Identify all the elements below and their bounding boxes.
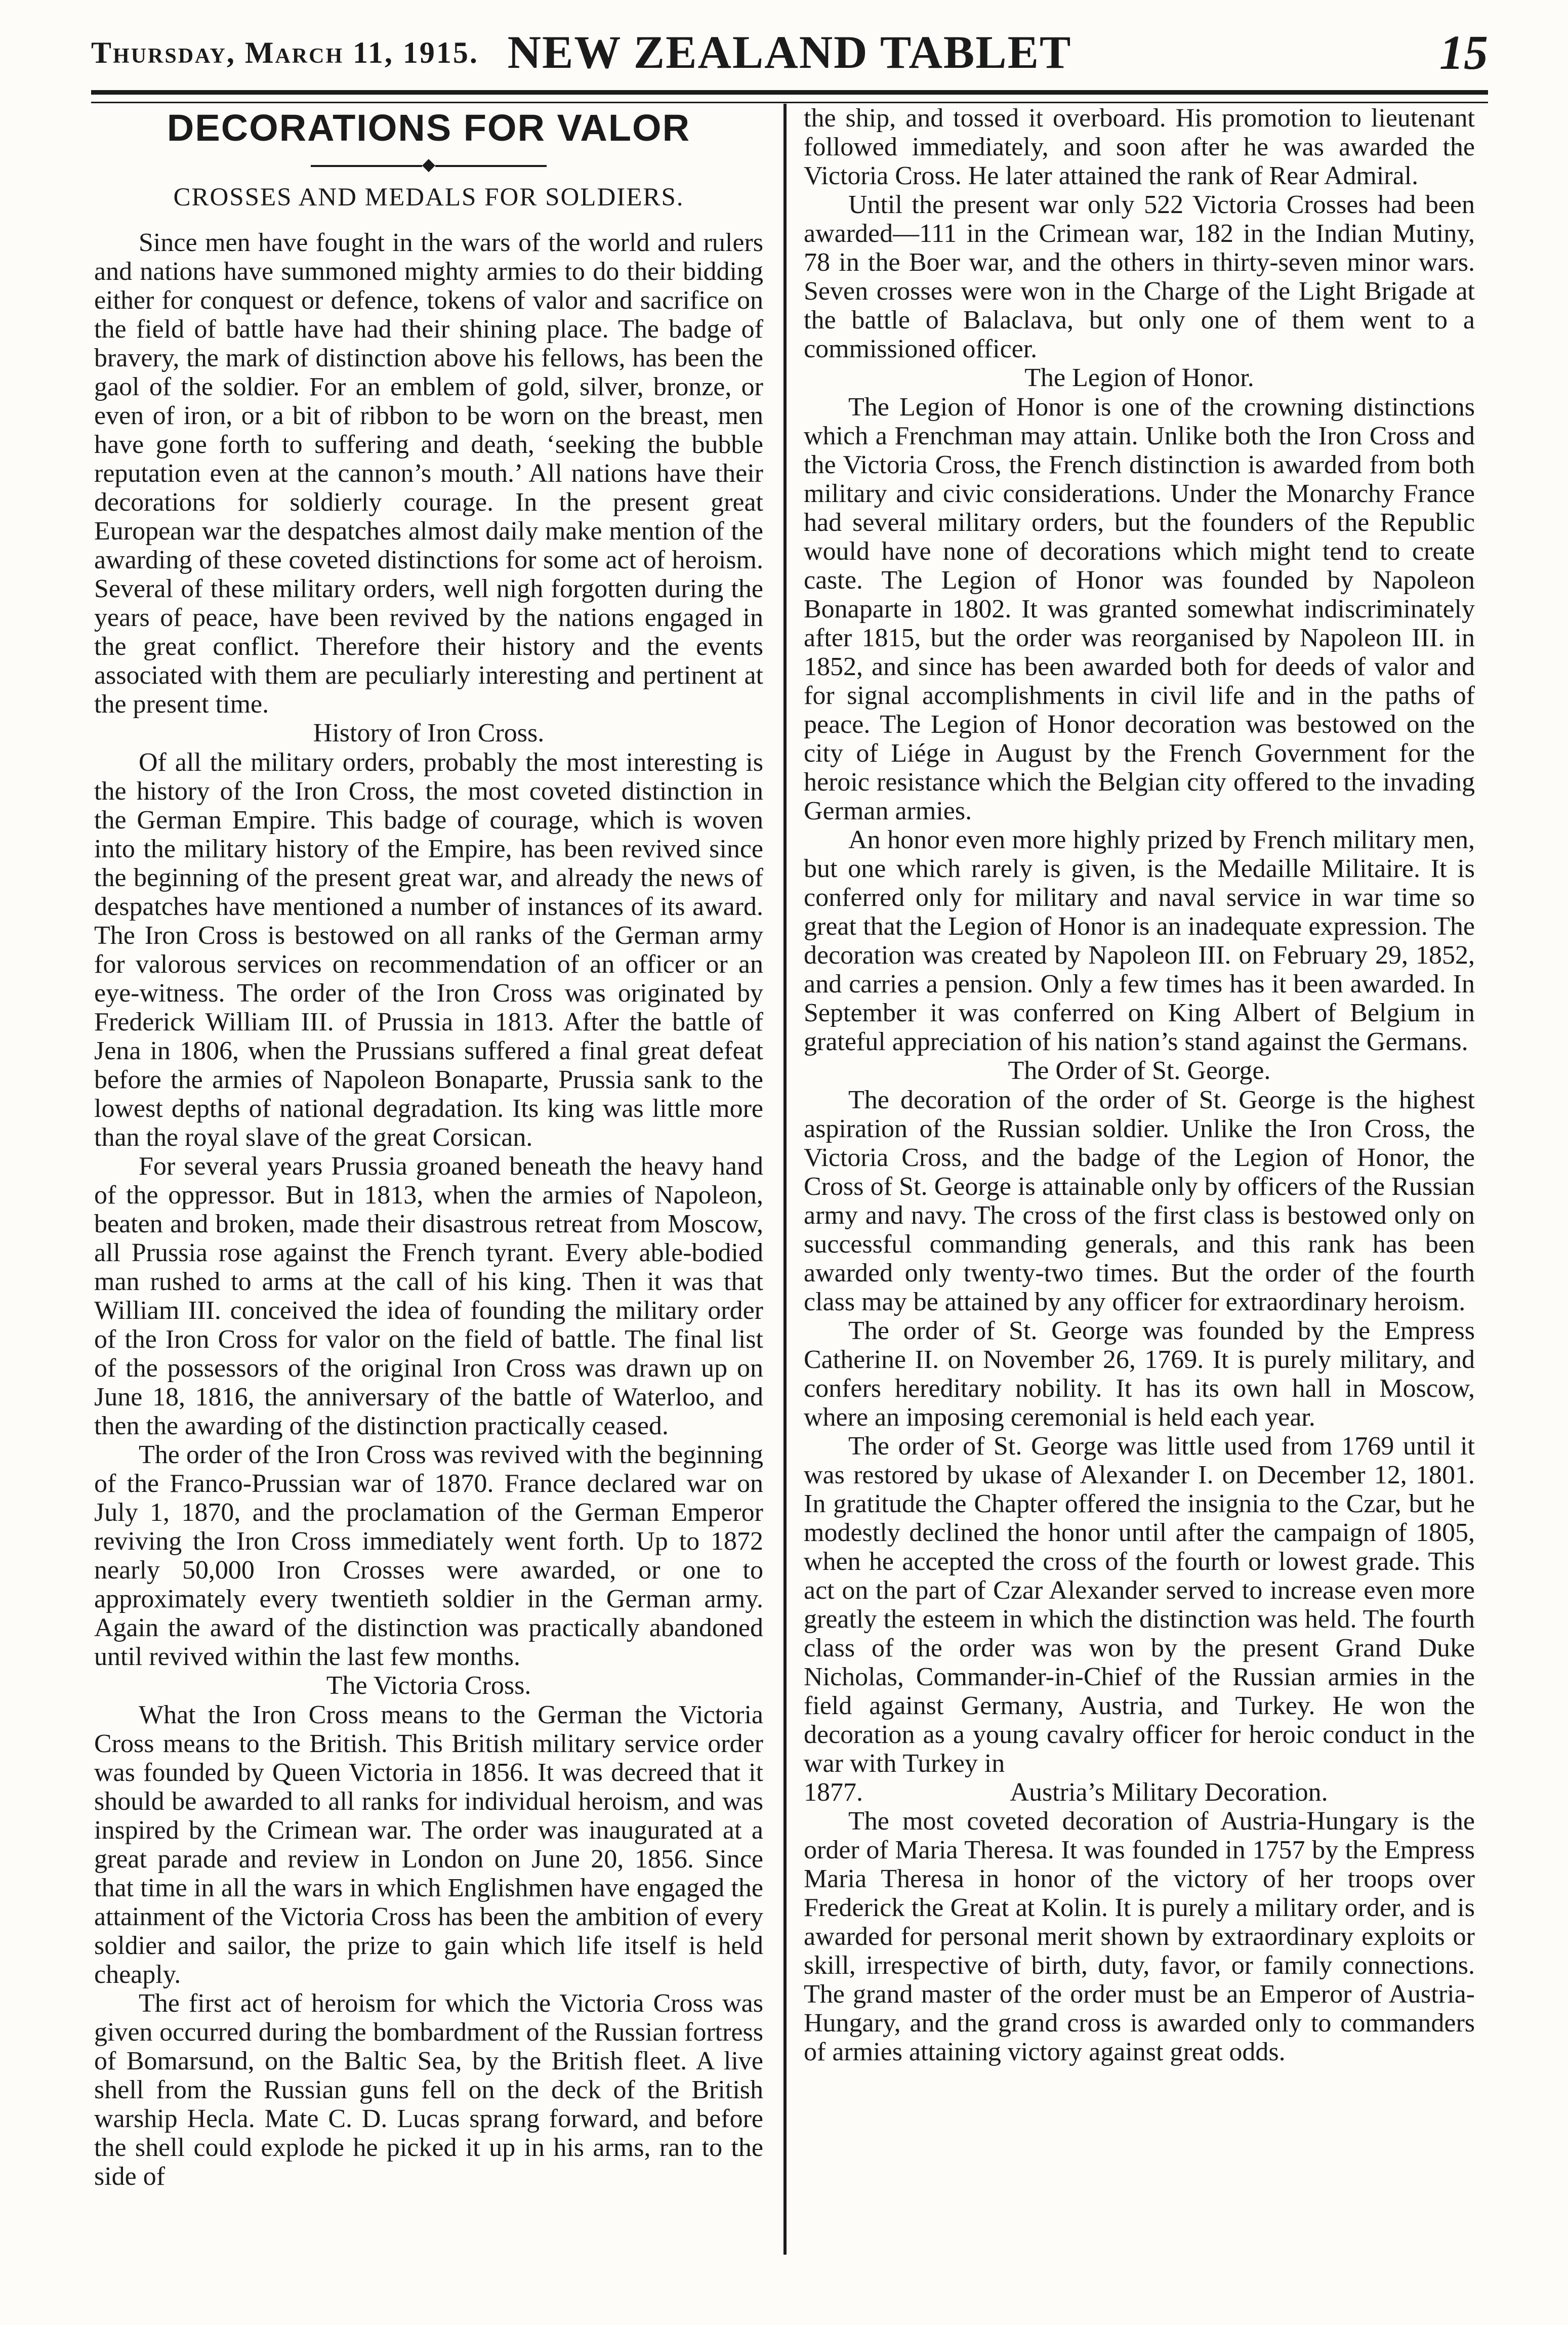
issue-date: Thursday, March 11, 1915. <box>91 36 479 69</box>
intro-paragraph: Since men have fought in the wars of the world and rulers and nations have summoned mighty armies to do their bidding either for conquest or defence, tokens of valor and sacrifice on the field of battle have had their shining place. The badge of bravery, the mark of distinction above his fellows, has been the gaol of the soldier. For an emblem of gold, silver, bronze, or even of iron, or a bit of ribbon to be worn on the breast, men have gone forth to suffering and death, ‘seeking the bubble reputation even at the cannon’s mouth.’ All nations have their decorations for soldierly courage. In the present great European war the despatches almost daily make mention of the awarding of these coveted distinctions for some act of heroism. Several of these military orders, well nigh forgotten during the years of peace, have been revived by the nations engaged in the great conflict. Therefore their history and the events associated with them are peculiarly interesting and pertinent at the present time. <box>94 228 763 719</box>
paragraph: The most coveted decoration of Austria-Hungary is the order of Maria Theresa. It was founded in 1757 by the Empress Maria Theresa in honor of the victory of her troops over Frederick the Great at Kolin. It is purely a military order, and is awarded for personal merit shown by extraordinary exploits or skill, irrespective of birth, duty, favor, or family connections. The grand master of the order must be an Emperor of Austria-Hungary, and the grand cross is awarded only to commanders of armies attaining victory against great odds. <box>804 1807 1475 2066</box>
page-number: 15 <box>1439 25 1488 79</box>
section-heading-st-george: The Order of St. George. <box>1008 1056 1271 1085</box>
article-subtitle: CROSSES AND MEDALS FOR SOLDIERS. <box>173 183 684 212</box>
paragraph: The order of St. George was founded by the Empress Catherine II. on November 26, 1769. It is purely military, and confers hereditary nobility. It has its own hall in Moscow, where an imposing ceremonial is held each year. <box>804 1316 1475 1432</box>
year-text: 1877. <box>804 1778 863 1807</box>
paragraph: The Legion of Honor is one of the crowning distinctions which a Frenchman may attain. Unlike both the Iron Cross and the Victoria Cross, the French distinction is awarded from both military and civic considerations. Under the Monarchy France had several military orders, but the founders of the Republic would have none of decorations which might tend to create caste. The Legion of Honor was founded by Napoleon Bonaparte in 1802. It was granted somewhat indiscriminately after 1815, but the order was reorganised by Napoleon III. in 1852, and since has been awarded both for deeds of valor and for signal accomplishments in civil life and in the paths of peace. The Legion of Honor decoration was bestowed on the city of Liége in August by the French Government for the heroic resistance which the Belgian city offered to the invading German armies. <box>804 393 1475 825</box>
paragraph: Until the present war only 522 Victoria Crosses had been awarded—111 in the Crimean war, 182 in the Indian Mutiny, 78 in the Boer war, and the others in thirty-seven minor wars. Seven crosses were won in the Charge of the Light Brigade at the battle of Balaclava, but only one of them went to a commissioned officer. <box>804 190 1475 363</box>
newspaper-title: NEW ZEALAND TABLET <box>507 26 1072 78</box>
paragraph: The order of the Iron Cross was revived with the beginning of the Franco-Prussian war of 1870. France declared war on July 1, 1870, and the proclamation of the German Emperor reviving the Iron Cross immediately went forth. Up to 1872 nearly 50,000 Iron Crosses were awarded, or one to approximately every twentieth soldier in the German army. Again the award of the distinction was practically abandoned until revived within the last few months. <box>94 1440 763 1671</box>
right-column <box>804 104 1475 2066</box>
paragraph: The decoration of the order of St. George is the highest aspiration of the Russian soldier. Unlike the Iron Cross, the Victoria Cross, and the badge of the Legion of Honor, the Cross of St. George is attainable only by officers of the Russian army and navy. The cross of the first class is bestowed only on successful commanding generals, and this rank has been awarded only twenty-two times. But the order of the fourth class may be attained by any officer for extraordinary heroism. <box>804 1086 1475 1316</box>
masthead <box>91 14 1488 95</box>
article-title: DECORATIONS FOR VALOR <box>167 107 691 149</box>
year-and-heading-line <box>804 1778 1475 1807</box>
section-heading-legion-of-honor: The Legion of Honor. <box>1024 363 1254 392</box>
paragraph: For several years Prussia groaned beneath the heavy hand of the oppressor. But in 1813, when the armies of Napoleon, beaten and broken, made their disastrous retreat from Moscow, all Prussia rose against the French tyrant. Every able-bodied man rushed to arms at the call of his king. Then it was that William III. conceived the idea of founding the military order of the Iron Cross for valor on the field of battle. The final list of the possessors of the original Iron Cross was drawn up on June 18, 1816, the anniversary of the battle of Waterloo, and then the awarding of the distinction practically ceased. <box>94 1152 763 1440</box>
section-heading-austria: Austria’s Military Decoration. <box>1010 1778 1328 1807</box>
title-ornament <box>94 152 763 178</box>
paragraph: An honor even more highly prized by French military men, but one which rarely is given, is the Medaille Militaire. It is conferred only for military and naval service in war time so great that the Legion of Honor is an inadequate expression. The decoration was created by Napoleon III. on February 29, 1852, and carries a pension. Only a few times has it been awarded. In September it was conferred on King Albert of Belgium in grateful appreciation of his nation’s stand against the Germans. <box>804 825 1475 1056</box>
column-divider <box>783 104 787 2255</box>
masthead-rule <box>91 102 1488 103</box>
paragraph: The first act of heroism for which the Victoria Cross was given occurred during the bombardment of the Russian fortress of Bomarsund, on the Baltic Sea, by the British fleet. A live shell from the Russian guns fell on the deck of the British warship Hecla. Mate C. D. Lucas sprang forward, and before the shell could explode he picked it up in his arms, ran to the side of <box>94 1989 763 2191</box>
left-column <box>94 104 763 2191</box>
section-heading-iron-cross: History of Iron Cross. <box>313 719 545 748</box>
continued-paragraph: the ship, and tossed it overboard. His promotion to lieutenant followed immediately, and soon after he was awarded the Victoria Cross. He later attained the rank of Rear Admiral. <box>804 104 1475 190</box>
paragraph: The order of St. George was little used from 1769 until it was restored by ukase of Alexander I. on December 12, 1801. In gratitude the Chapter offered the insignia to the Czar, but he modestly declined the honor until after the campaign of 1805, when he accepted the cross of the fourth or lowest grade. This act on the part of Czar Alexander served to increase even more greatly the esteem in which the distinction was held. The fourth class of the order was won by the present Grand Duke Nicholas, Commander-in-Chief of the Russian armies in the field against Germany, Austria, and Turkey. He won the decoration as a young cavalry officer for heroic conduct in the war with Turkey in <box>804 1432 1475 1778</box>
section-heading-victoria-cross: The Victoria Cross. <box>326 1671 531 1700</box>
paragraph: Of all the military orders, probably the most interesting is the history of the Iron Cross, the most coveted distinction in the German Empire. This badge of courage, which is woven into the military history of the Empire, has been revived since the beginning of the present great war, and already the news of despatches have mentioned a number of instances of its award. The Iron Cross is bestowed on all ranks of the German army for valorous services on recommendation of an officer or an eye-witness. The order of the Iron Cross was originated by Frederick William III. of Prussia in 1813. After the battle of Jena in 1806, when the Prussians suffered a final great defeat before the armies of Napoleon Bonaparte, Prussia sank to the lowest depths of national degradation. Its king was little more than the royal slave of the great Corsican. <box>94 748 763 1152</box>
paragraph: What the Iron Cross means to the German the Victoria Cross means to the British. This British military service order was founded by Queen Victoria in 1856. It was decreed that it should be awarded to all ranks for individual heroism, and was inspired by the Crimean war. The order was inaugurated at a great parade and review in London on June 20, 1856. Since that time in all the wars in which Englishmen have engaged the attainment of the Victoria Cross has been the ambition of every soldier and sailor, the prize to gain which life itself is held cheaply. <box>94 1700 763 1989</box>
diamond-icon: ◆ <box>422 155 436 174</box>
